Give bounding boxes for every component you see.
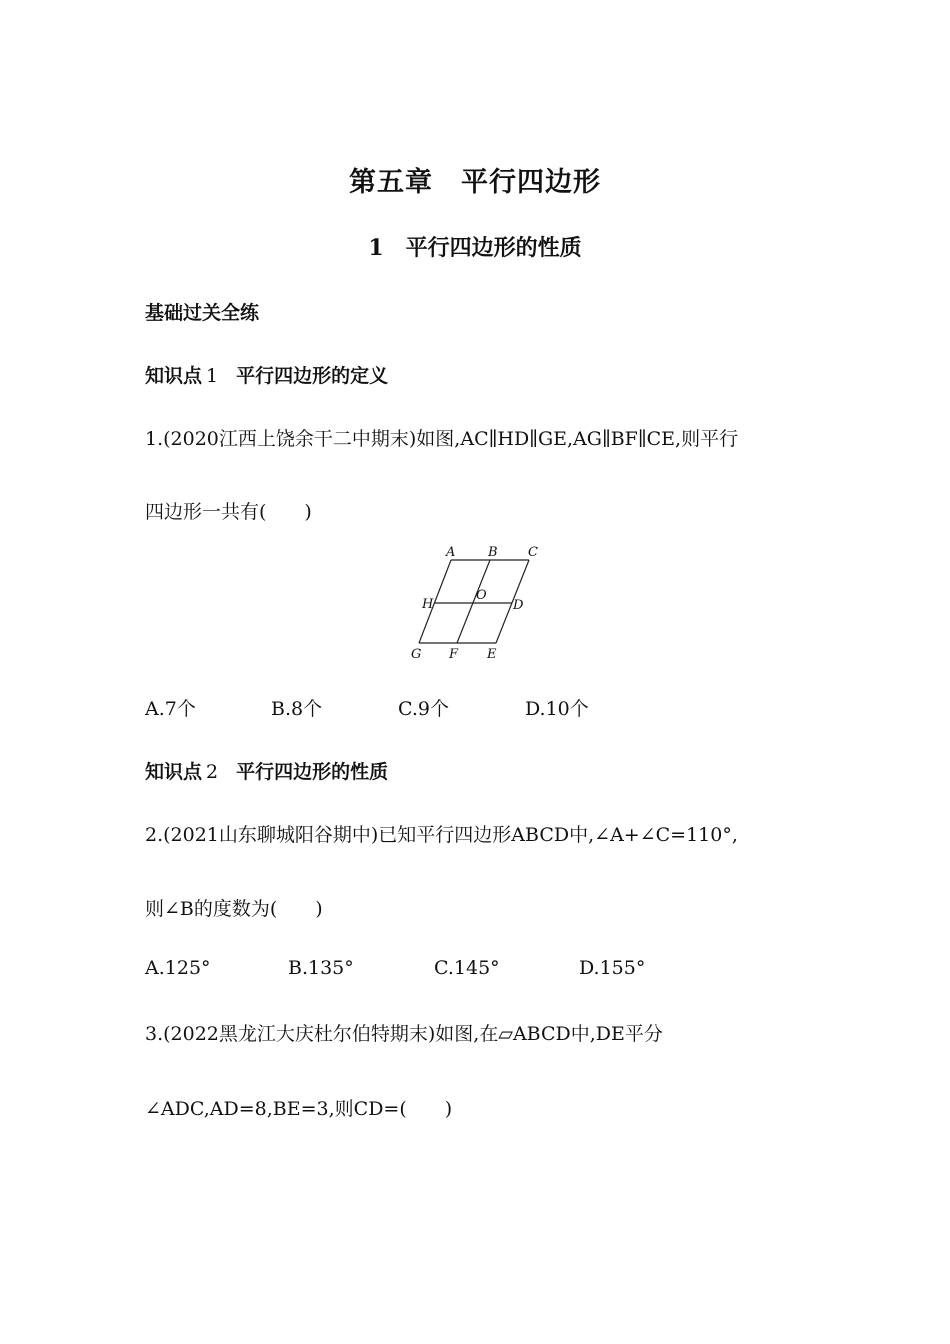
q2-option-d: D.155°	[579, 957, 646, 979]
knowledge-point-number: 1	[206, 365, 219, 387]
practice-title: 基础过关全练	[145, 302, 260, 324]
parallelogram-grid-figure	[400, 540, 550, 665]
question-1-line-1: 1.(2020江西上饶余干二中期末)如图,AC∥HD∥GE,AG∥BF∥CE,则平行	[145, 428, 739, 450]
knowledge-point-label: 知识点	[145, 365, 203, 387]
q1-option-a: A.7个	[145, 698, 196, 720]
question-1-line-2: 四边形一共有( )	[145, 501, 312, 523]
q2-option-b: B.135°	[288, 957, 354, 979]
knowledge-point-1	[145, 361, 388, 388]
knowledge-point-number: 2	[206, 761, 219, 783]
q1-option-d: D.10个	[525, 698, 589, 720]
label-f: F	[449, 647, 459, 662]
chapter-title: 第五章 平行四边形	[349, 167, 601, 198]
section-title: 平行四边形的性质	[405, 236, 582, 261]
q1-option-b: B.8个	[271, 698, 323, 720]
label-h: H	[422, 597, 434, 612]
knowledge-point-2	[145, 757, 388, 784]
knowledge-point-title: 平行四边形的性质	[236, 761, 389, 783]
q2-option-a: A.125°	[145, 957, 211, 979]
question-2-line-2: 则∠B的度数为( )	[145, 898, 323, 920]
label-o: O	[476, 588, 487, 603]
label-c: C	[528, 545, 538, 560]
label-b: B	[488, 545, 498, 560]
question-3-line-1: 3.(2022黑龙江大庆杜尔伯特期末)如图,在▱ABCD中,DE平分	[145, 1023, 663, 1045]
knowledge-point-label: 知识点	[145, 761, 203, 783]
label-e: E	[487, 647, 497, 662]
question-2-line-1: 2.(2021山东聊城阳谷期中)已知平行四边形ABCD中,∠A+∠C=110°,	[145, 824, 738, 846]
label-d: D	[513, 598, 524, 613]
q2-option-c: C.145°	[434, 957, 500, 979]
question-3-line-2: ∠ADC,AD=8,BE=3,则CD=( )	[145, 1098, 453, 1120]
section-number: 1	[368, 235, 384, 261]
label-a: A	[446, 545, 456, 560]
section-heading	[0, 231, 950, 262]
label-g: G	[411, 647, 422, 662]
knowledge-point-title: 平行四边形的定义	[236, 365, 389, 387]
q1-option-c: C.9个	[398, 698, 449, 720]
